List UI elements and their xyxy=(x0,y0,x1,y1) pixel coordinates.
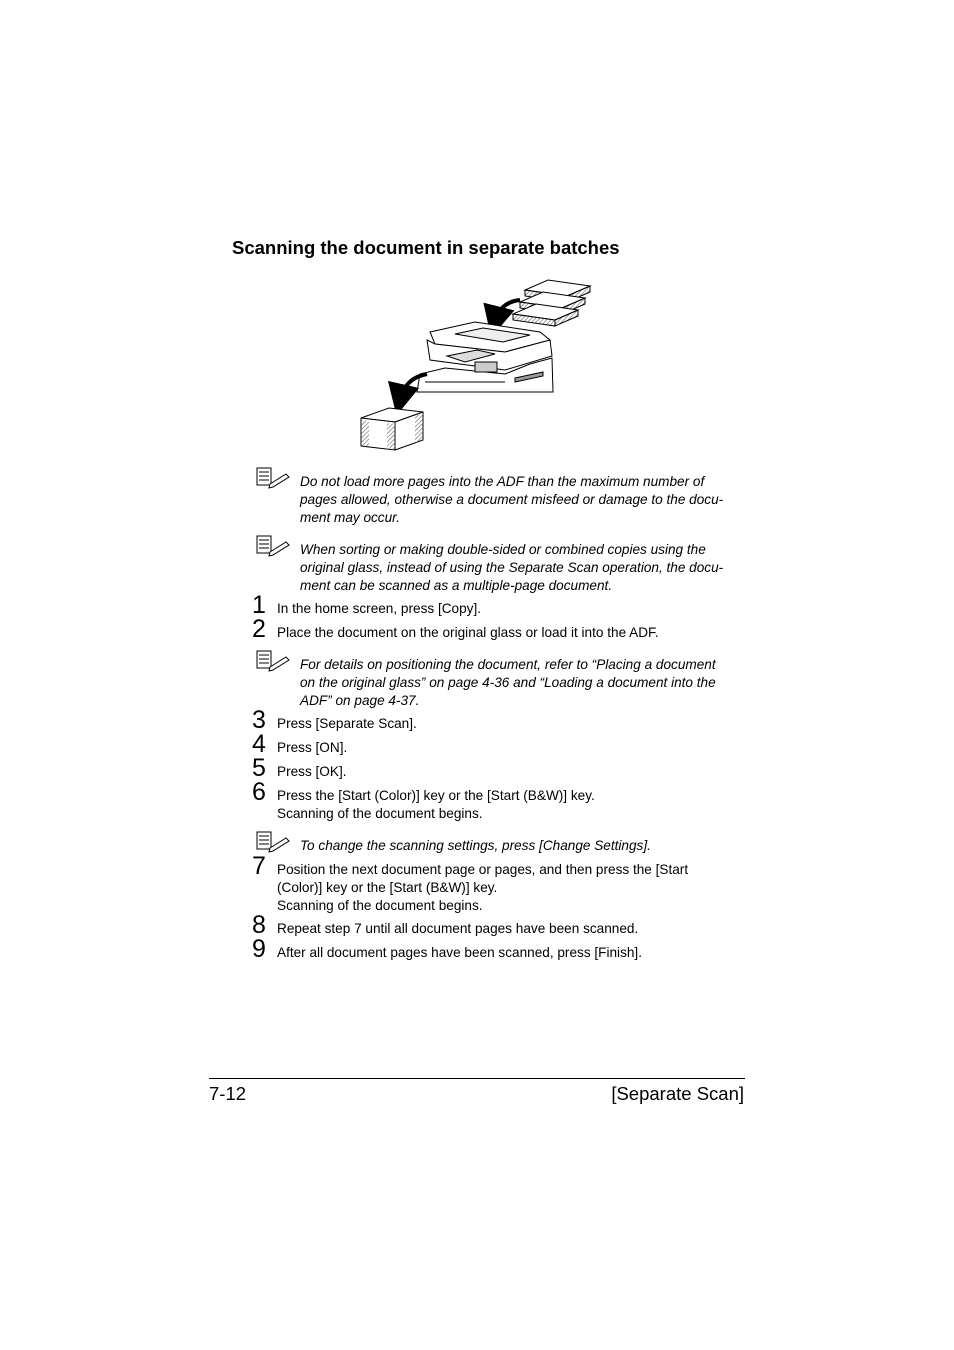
step-number: 1 xyxy=(252,591,266,619)
page-number: 7-12 xyxy=(209,1083,247,1104)
step-text: Press [Separate Scan]. xyxy=(277,716,417,731)
step-number: 5 xyxy=(252,754,266,782)
step-text: Press [ON]. xyxy=(277,740,348,755)
step-text: Place the document on the original glass or load it into the ADF. xyxy=(277,625,659,640)
step-number: 4 xyxy=(252,730,266,758)
note-pencil-icon xyxy=(256,467,290,491)
step-number: 7 xyxy=(252,852,266,880)
step-number: 3 xyxy=(252,706,266,734)
footer-divider xyxy=(209,1078,745,1079)
output-stack-icon xyxy=(361,408,423,450)
step-text: After all document pages have been scanned, press [Finish]. xyxy=(277,945,642,960)
step-text: Repeat step 7 until all document pages have been scanned. xyxy=(277,921,639,936)
note-pencil-icon xyxy=(256,535,290,559)
step-text: Press the [Start (Color)] key or the [Start (B&W)] key. Scanning of the document begins. xyxy=(277,788,595,821)
step-text: Position the next document page or pages, and then press the [Start (Color)] key or the [Start (B&W)] key. Scanning of the document begins. xyxy=(277,862,689,913)
step-number: 2 xyxy=(252,615,266,643)
printer-icon xyxy=(417,322,553,392)
step-number: 9 xyxy=(252,935,266,963)
note-adf-capacity: Do not load more pages into the ADF than the maximum number of pages allowed, otherwise a document misfeed or damage to the docu- ment may occur. xyxy=(300,474,724,525)
step-number: 8 xyxy=(252,911,266,939)
original-stacks-icon xyxy=(513,280,590,326)
note-original-glass: When sorting or making double-sided or combined copies using the original glass, instead of using the Separate Scan operation, the docu- ment can be scanned as a multiple-page document. xyxy=(300,542,724,593)
step-text: In the home screen, press [Copy]. xyxy=(277,601,482,616)
note-change-settings: To change the scanning settings, press [Change Settings]. xyxy=(300,838,651,853)
step-text: Press [OK]. xyxy=(277,764,347,779)
note-positioning: For details on positioning the document, refer to “Placing a document on the original glass” on page 4-36 and “Loading a document into the ADF” on page 4-37. xyxy=(300,657,716,708)
section-heading: Scanning the document in separate batches xyxy=(232,237,620,258)
section-name: [Separate Scan] xyxy=(611,1083,744,1104)
scan-batches-illustration xyxy=(355,270,600,452)
step-number: 6 xyxy=(252,778,266,806)
note-pencil-icon xyxy=(256,650,290,674)
